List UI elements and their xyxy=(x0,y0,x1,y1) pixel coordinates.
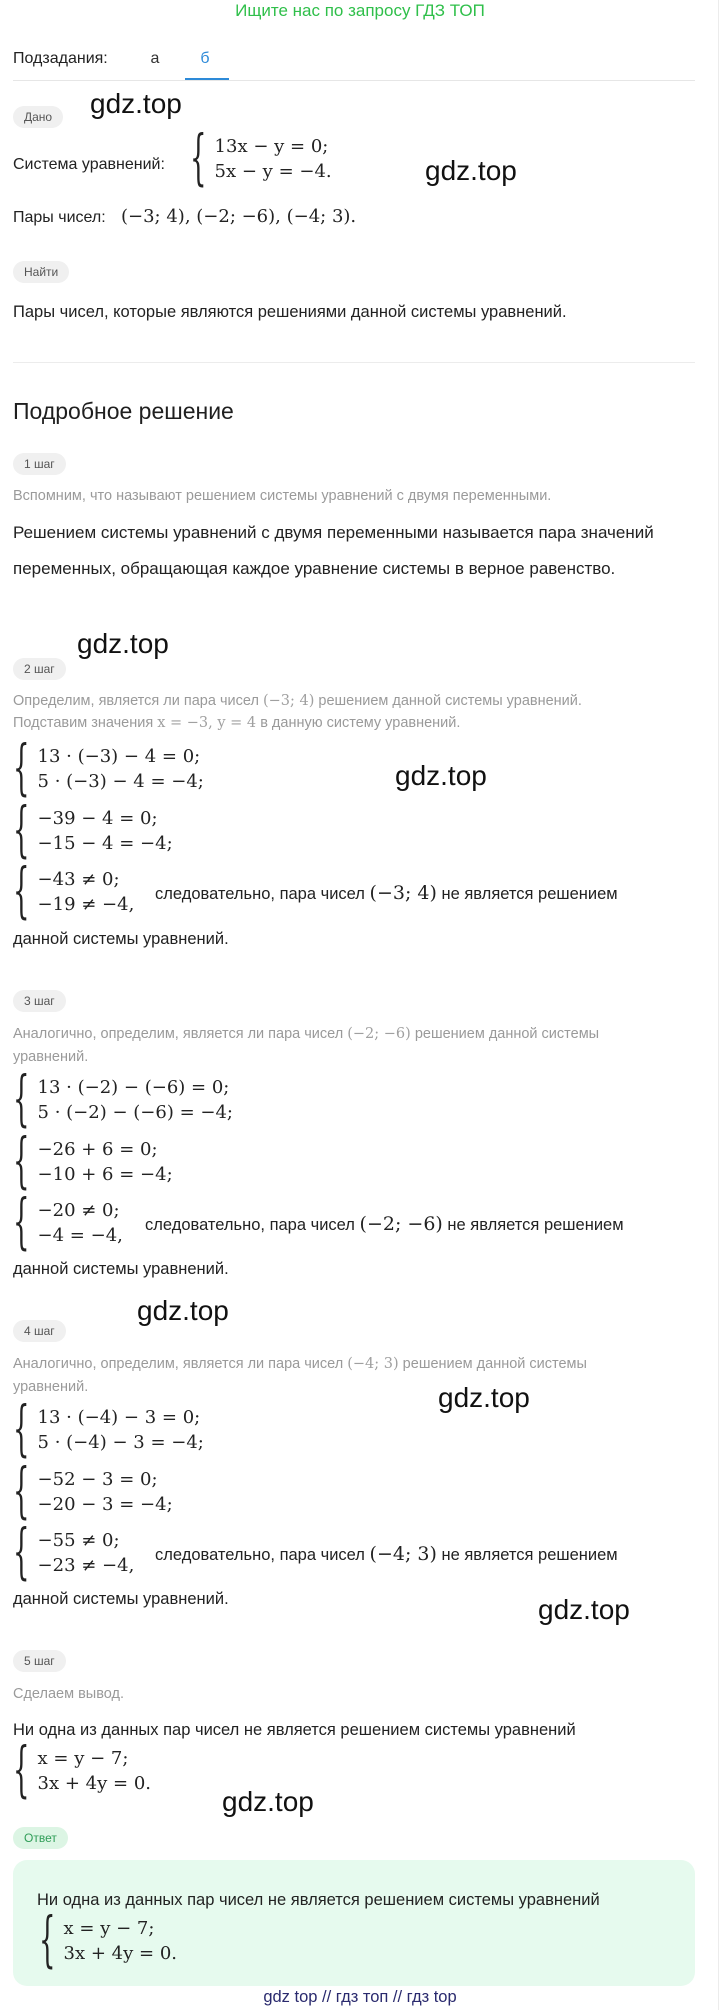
answer-box xyxy=(13,1860,695,1986)
given-chip: Дано xyxy=(13,106,63,128)
pairs-label: Пары чисел: xyxy=(13,209,106,226)
answer-system: { x = y − 7; 3x + 4y = 0. xyxy=(39,1906,177,1976)
watermark: gdz.top xyxy=(90,88,182,119)
step5-system: { x = y − 7; 3x + 4y = 0. xyxy=(13,1736,151,1806)
step5-hint: Сделаем вывод. xyxy=(13,1686,125,1702)
step3-system-2: { −26 + 6 = 0; −10 + 6 = −4; xyxy=(13,1127,173,1197)
right-border xyxy=(718,0,719,2010)
step3-conclusion: следовательно, пара чисел (−2; −6) не является решением xyxy=(145,1213,624,1235)
step2-conclusion-line2: данной системы уравнений. xyxy=(13,930,229,948)
step2-system-1: { 13 · (−3) − 4 = 0; 5 · (−3) − 4 = −4; xyxy=(13,734,204,804)
active-tab-indicator xyxy=(185,78,229,80)
step4-conclusion-line2: данной системы уравнений. xyxy=(13,1590,229,1608)
find-chip: Найти xyxy=(13,261,69,283)
step5-chip: 5 шаг xyxy=(13,1650,66,1672)
brace-icon: { xyxy=(190,124,207,194)
watermark: gdz.top xyxy=(137,1295,229,1326)
watermark: gdz.top xyxy=(77,628,169,659)
step4-conclusion: следовательно, пара чисел (−4; 3) не является решением xyxy=(155,1543,618,1565)
watermark: gdz.top xyxy=(425,155,517,186)
brace-icon: { xyxy=(13,1127,30,1197)
brace-icon: { xyxy=(13,1065,30,1135)
answer-chip: Ответ xyxy=(13,1827,68,1849)
step2-system-3: { −43 ≠ 0; −19 ≠ −4, xyxy=(13,857,135,927)
tab-b[interactable]: б xyxy=(200,50,210,67)
step1-chip: 1 шаг xyxy=(13,453,66,475)
step4-hint: Аналогично, определим, является ли пара чисел (−4; 3) решением данной системы xyxy=(13,1356,587,1372)
step2-hint-1: Определим, является ли пара чисел (−3; 4) решением данной системы уравнений. xyxy=(13,693,582,709)
step4-system-3: { −55 ≠ 0; −23 ≠ −4, xyxy=(13,1518,135,1588)
solution-title: Подробное решение xyxy=(13,398,234,424)
brace-icon: { xyxy=(13,1518,30,1588)
find-text: Пары чисел, которые являются решениями данной системы уравнений. xyxy=(13,303,567,321)
step2-chip: 2 шаг xyxy=(13,658,66,680)
brace-icon: { xyxy=(13,857,30,927)
top-banner[interactable]: Ищите нас по запросу ГДЗ ТОП xyxy=(235,1,485,20)
footer-links[interactable]: gdz top // гдз топ // гдз top xyxy=(263,1988,457,2006)
section-divider xyxy=(13,362,695,363)
subtasks-bar xyxy=(13,48,695,81)
given-eq-1: 13x − y = 0; xyxy=(214,136,329,157)
step1-hint: Вспомним, что называют решением системы уравнений с двумя переменными. xyxy=(13,488,552,504)
subtasks-label: Подзадания: xyxy=(13,50,108,67)
step3-system-3: { −20 ≠ 0; −4 = −4, xyxy=(13,1188,123,1258)
step4-chip: 4 шаг xyxy=(13,1320,66,1342)
given-eq-2: 5x − y = −4. xyxy=(214,161,332,182)
step4-system-2: { −52 − 3 = 0; −20 − 3 = −4; xyxy=(13,1457,173,1527)
given-system xyxy=(190,124,332,194)
step2-conclusion: следовательно, пара чисел (−3; 4) не является решением xyxy=(155,882,618,904)
system-label: Система уравнений: xyxy=(13,156,165,173)
brace-icon: { xyxy=(13,734,30,804)
brace-icon: { xyxy=(13,1188,30,1258)
watermark: gdz.top xyxy=(538,1594,630,1625)
tab-a[interactable]: а xyxy=(150,50,160,67)
brace-icon: { xyxy=(13,1395,30,1465)
step2-hint-2: Подставим значения x = −3, y = 4 в данную систему уравнений. xyxy=(13,715,461,731)
watermark: gdz.top xyxy=(438,1382,530,1413)
answer-text: Ни одна из данных пар чисел не является решением системы уравнений xyxy=(37,1891,600,1909)
step3-conclusion-line2: данной системы уравнений. xyxy=(13,1260,229,1278)
step4-hint-line2: уравнений. xyxy=(13,1379,89,1395)
brace-icon: { xyxy=(13,1457,30,1527)
step5-text: Ни одна из данных пар чисел не является решением системы уравнений xyxy=(13,1721,576,1739)
brace-icon: { xyxy=(13,1736,30,1806)
step3-hint-line2: уравнений. xyxy=(13,1049,89,1065)
brace-icon: { xyxy=(39,1906,56,1976)
step4-system-1: { 13 · (−4) − 3 = 0; 5 · (−4) − 3 = −4; xyxy=(13,1395,204,1465)
step3-chip: 3 шаг xyxy=(13,990,66,1012)
step2-system-2: { −39 − 4 = 0; −15 − 4 = −4; xyxy=(13,796,173,866)
step3-system-1: { 13 · (−2) − (−6) = 0; 5 · (−2) − (−6) = −4; xyxy=(13,1065,233,1135)
step3-hint: Аналогично, определим, является ли пара чисел (−2; −6) решением данной системы xyxy=(13,1026,600,1042)
watermark: gdz.top xyxy=(395,760,487,791)
pairs-value: (−3; 4), (−2; −6), (−4; 3). xyxy=(121,206,357,227)
step1-text: Решением системы уравнений с двумя переменными называется пара значений переменных, обращающая каждое уравнение системы в верное равенство. xyxy=(13,523,654,578)
watermark: gdz.top xyxy=(222,1786,314,1817)
brace-icon: { xyxy=(13,796,30,866)
